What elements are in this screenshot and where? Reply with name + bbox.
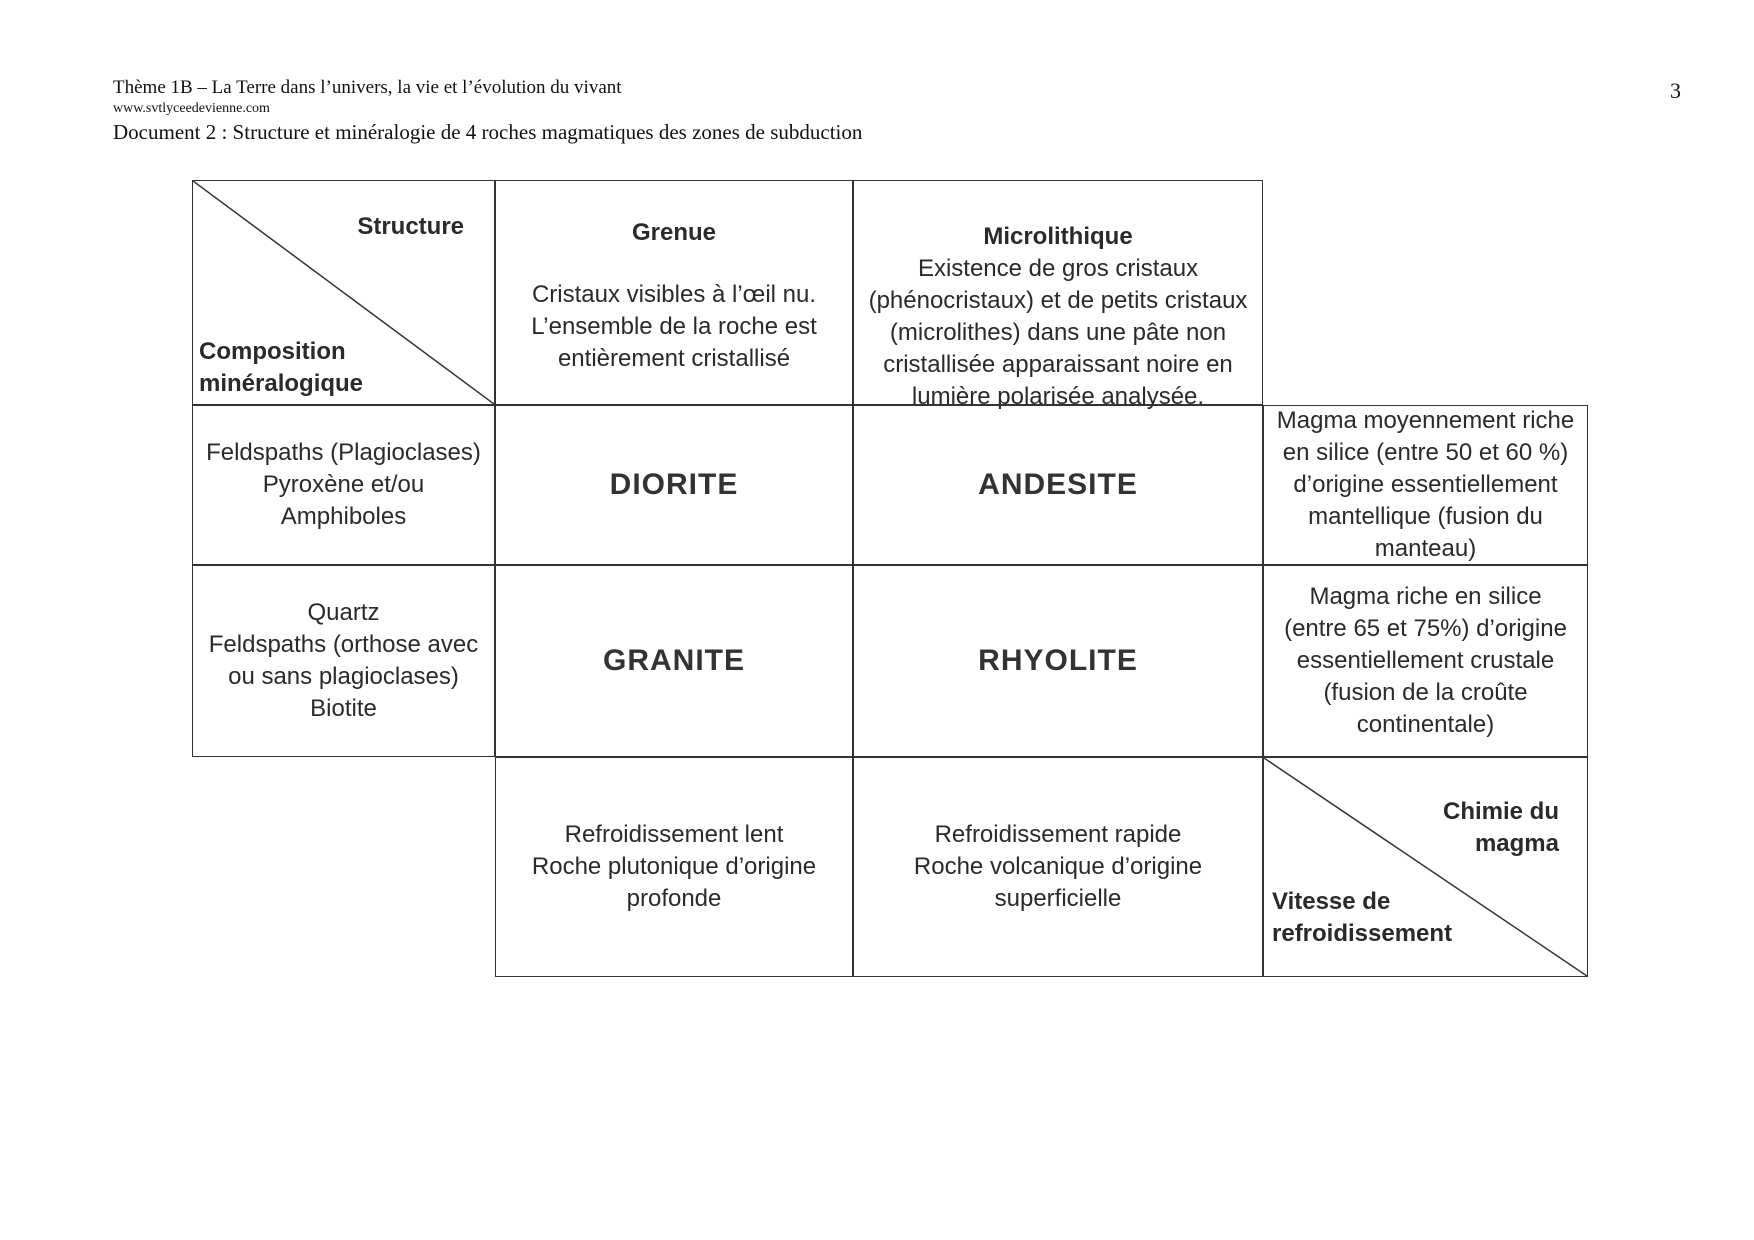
cooling-line: Roche volcanique d’origine xyxy=(913,853,1203,880)
chemistry-label-2: magma xyxy=(1474,830,1559,857)
structure-description-line: Existence de gros cristaux xyxy=(917,255,1199,282)
chemistry-line: d’origine essentiellement xyxy=(1293,471,1558,498)
rock-name: GRANITE xyxy=(603,644,745,677)
cooling-line: profonde xyxy=(626,885,722,912)
composition-cell-2 xyxy=(192,565,495,757)
structure-header-microlithique xyxy=(853,180,1263,410)
structure-description-line: (phénocristaux) et de petits cristaux xyxy=(868,287,1248,314)
chemistry-cell-1 xyxy=(1263,405,1588,565)
chemistry-line: en silice (entre 50 et 60 %) xyxy=(1282,439,1569,466)
composition-line: Feldspaths (Plagioclases) xyxy=(206,439,481,466)
rock-cell-diorite xyxy=(495,405,853,565)
cooling-speed-label-2: refroidissement xyxy=(1272,920,1453,947)
structure-name: Microlithique xyxy=(983,223,1133,250)
composition-line: Pyroxène et/ou xyxy=(262,471,425,498)
rock-cell-rhyolite xyxy=(853,565,1263,757)
page-number: 3 xyxy=(1670,78,1681,103)
cooling-line: Roche plutonique d’origine xyxy=(531,853,817,880)
rock-cell-granite xyxy=(495,565,853,757)
structure-description-line: cristallisée apparaissant noire en xyxy=(883,351,1233,378)
composition-cell-1 xyxy=(192,405,495,565)
composition-line: Biotite xyxy=(310,695,377,722)
structure-header-grenue xyxy=(495,180,853,405)
chemistry-label: Chimie du xyxy=(1442,798,1559,825)
corner-cell-chemistry-cooling xyxy=(1263,757,1588,977)
chemistry-line: (fusion de la croûte xyxy=(1323,679,1528,706)
chemistry-line: (entre 65 et 75%) d’origine xyxy=(1284,615,1567,642)
structure-description-line: L’ensemble de la roche est xyxy=(531,313,817,340)
chemistry-line: manteau) xyxy=(1374,535,1477,562)
theme-heading: Thème 1B – La Terre dans l’univers, la vie et l’évolution du vivant xyxy=(113,77,622,98)
rock-name: ANDESITE xyxy=(978,468,1138,501)
document-title: Document 2 : Structure et minéralogie de 4 roches magmatiques des zones de subduction xyxy=(113,120,863,144)
chemistry-line: continentale) xyxy=(1356,711,1495,738)
chemistry-line: Magma moyennement riche xyxy=(1276,407,1575,434)
composition-line: Amphiboles xyxy=(280,503,407,530)
chemistry-line: essentiellement crustale xyxy=(1296,647,1555,674)
structure-label: Structure xyxy=(357,213,464,240)
structure-description-line: (microlithes) dans une pâte non xyxy=(889,319,1227,346)
composition-label-2: minéralogique xyxy=(199,370,364,397)
composition-label: Composition xyxy=(199,338,346,365)
cooling-cell-slow xyxy=(495,757,853,977)
composition-line: Feldspaths (orthose avec xyxy=(208,631,479,658)
rock-cell-andesite xyxy=(853,405,1263,565)
chemistry-cell-2 xyxy=(1263,565,1588,757)
composition-line: ou sans plagioclases) xyxy=(228,663,459,690)
structure-description-line: Cristaux visibles à l’œil nu. xyxy=(531,281,817,308)
cooling-line: superficielle xyxy=(994,885,1122,912)
cooling-line: Refroidissement lent xyxy=(564,821,784,848)
rock-name: DIORITE xyxy=(609,468,739,501)
structure-description-line: lumière polarisée analysée. xyxy=(911,383,1205,410)
structure-description-line: entièrement cristallisé xyxy=(557,345,791,372)
structure-name: Grenue xyxy=(631,219,717,246)
rock-name: RHYOLITE xyxy=(978,644,1138,677)
site-url: www.svtlyceedevienne.com xyxy=(113,101,270,116)
composition-line: Quartz xyxy=(307,599,380,626)
chemistry-line: Magma riche en silice xyxy=(1309,583,1542,610)
cooling-cell-fast xyxy=(853,757,1263,977)
corner-cell-structure-composition xyxy=(192,180,495,405)
cooling-line: Refroidissement rapide xyxy=(934,821,1182,848)
chemistry-line: mantellique (fusion du xyxy=(1308,503,1543,530)
cooling-speed-label: Vitesse de xyxy=(1272,888,1391,915)
